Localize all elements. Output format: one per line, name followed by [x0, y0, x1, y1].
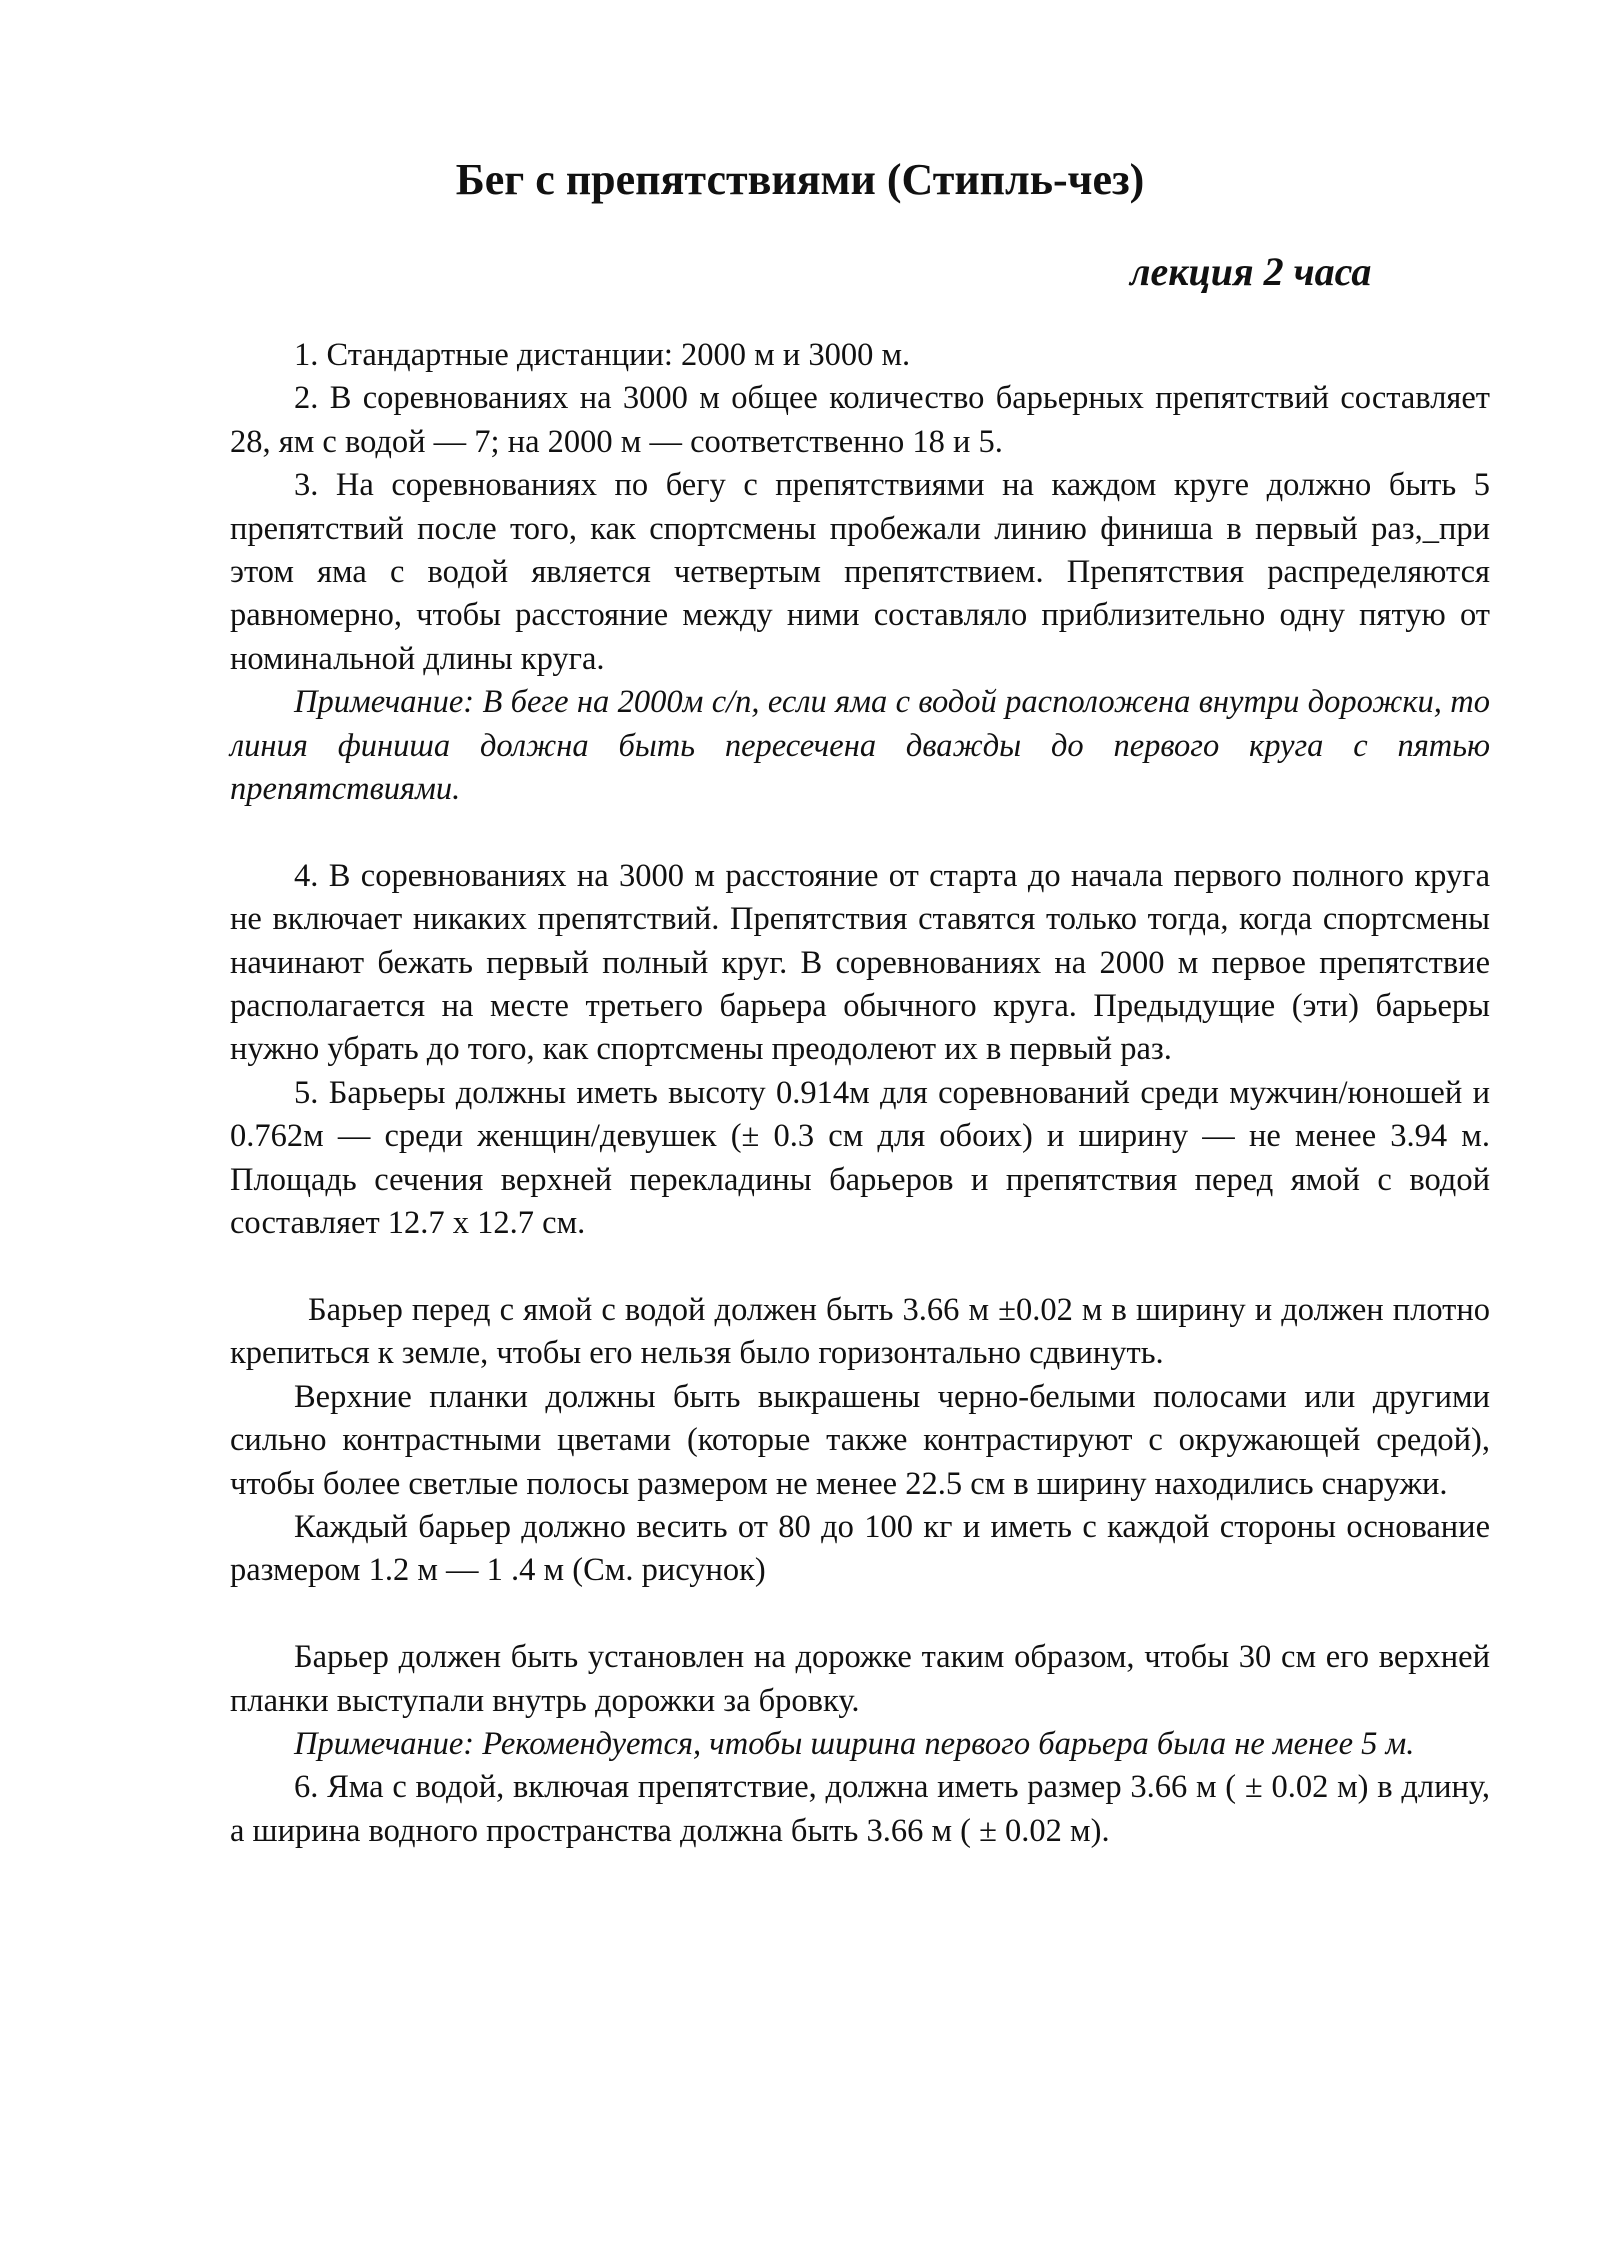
paragraph-placement: Барьер должен быть установлен на дорожке таким образом, чтобы 30 см его верхней планки выступали внутрь дорожки за бровку.	[230, 1639, 1490, 1719]
paragraph-4: 4. В соревнованиях на 3000 м расстояние от старта до начала первого полного круга не включает никаких препятствий. Препятствия ставятся только тогда, когда спортсмены начинают бежать первый полный круг. В соревнованиях на 2000 м первое препятствие располагается на месте третьего барьера обычного круга. Предыдущие (эти) барьеры нужно убрать до того, как спортсмены преодолеют их в первый раз.	[230, 857, 1490, 1068]
page-title: Бег с препятствиями (Стипль-чез)	[455, 155, 1145, 204]
note-1: Примечание: В беге на 2000м с/п, если яма с водой расположена внутри дорожки, то линия финиша должна быть пересечена дважды до первого круга с пятью препятствиями.	[230, 684, 1490, 808]
document-body	[230, 334, 1490, 1853]
paragraph-6: 6. Яма с водой, включая препятствие, должна иметь размер 3.66 м ( ± 0.02 м) в длину, а ширина водного пространства должна быть 3.66 м ( ± 0.02 м).	[230, 1769, 1490, 1849]
blank-line	[230, 1246, 1490, 1289]
note-2: Примечание: Рекомендуется, чтобы ширина первого барьера была не менее 5 м.	[294, 1725, 1415, 1762]
paragraph-barrier-water: Барьер перед с ямой с водой должен быть 3.66 м ±0.02 м в ширину и должен плотно крепиться к земле, чтобы его нельзя было горизонтально сдвинуть.	[230, 1291, 1490, 1372]
paragraph-2: 2. В соревнованиях на 3000 м общее количество барьерных препятствий составляет 28, ям с водой — 7; на 2000 м — соответственно 18 и 5.	[230, 380, 1490, 460]
paragraph-5: 5. Барьеры должны иметь высоту 0.914м для соревнований среди мужчин/юношей и 0.762м — среди женщин/девушек (± 0.3 см для обоих) и ширину — не менее 3.94 м. Площадь сечения верхней перекладины барьеров и препятствия перед ямой с водой составляет 12.7 х 12.7 см.	[230, 1074, 1490, 1242]
paragraph-1: 1. Стандартные дистанции: 2000 м и 3000 м.	[294, 337, 911, 373]
paragraph-top-bars: Верхние планки должны быть выкрашены черно-белыми полосами или другими сильно контрастными цветами (которые также контрастируют с окружающей средой), чтобы более светлые полосы размером не менее 22.5 см в ширину находились снаружи.	[230, 1378, 1490, 1502]
paragraph-3: 3. На соревнованиях по бегу с препятствиями на каждом круге должно быть 5 препятствий после того, как спортсмены пробежали линию финиша в первый раз,_при этом яма с водой является четвертым препятствием. Препятствия распределяются равномерно, чтобы расстояние между ними составляло приблизительно одну пятую от номинальной длины круга.	[230, 467, 1490, 677]
blank-line	[230, 811, 1490, 854]
lecture-duration: лекция 2 часа	[1130, 249, 1372, 294]
paragraph-weight: Каждый барьер должно весить от 80 до 100 кг и иметь с каждой стороны основание размером 1.2 м — 1 .4 м (См. рисунок)	[230, 1508, 1490, 1589]
blank-line	[230, 1593, 1490, 1636]
